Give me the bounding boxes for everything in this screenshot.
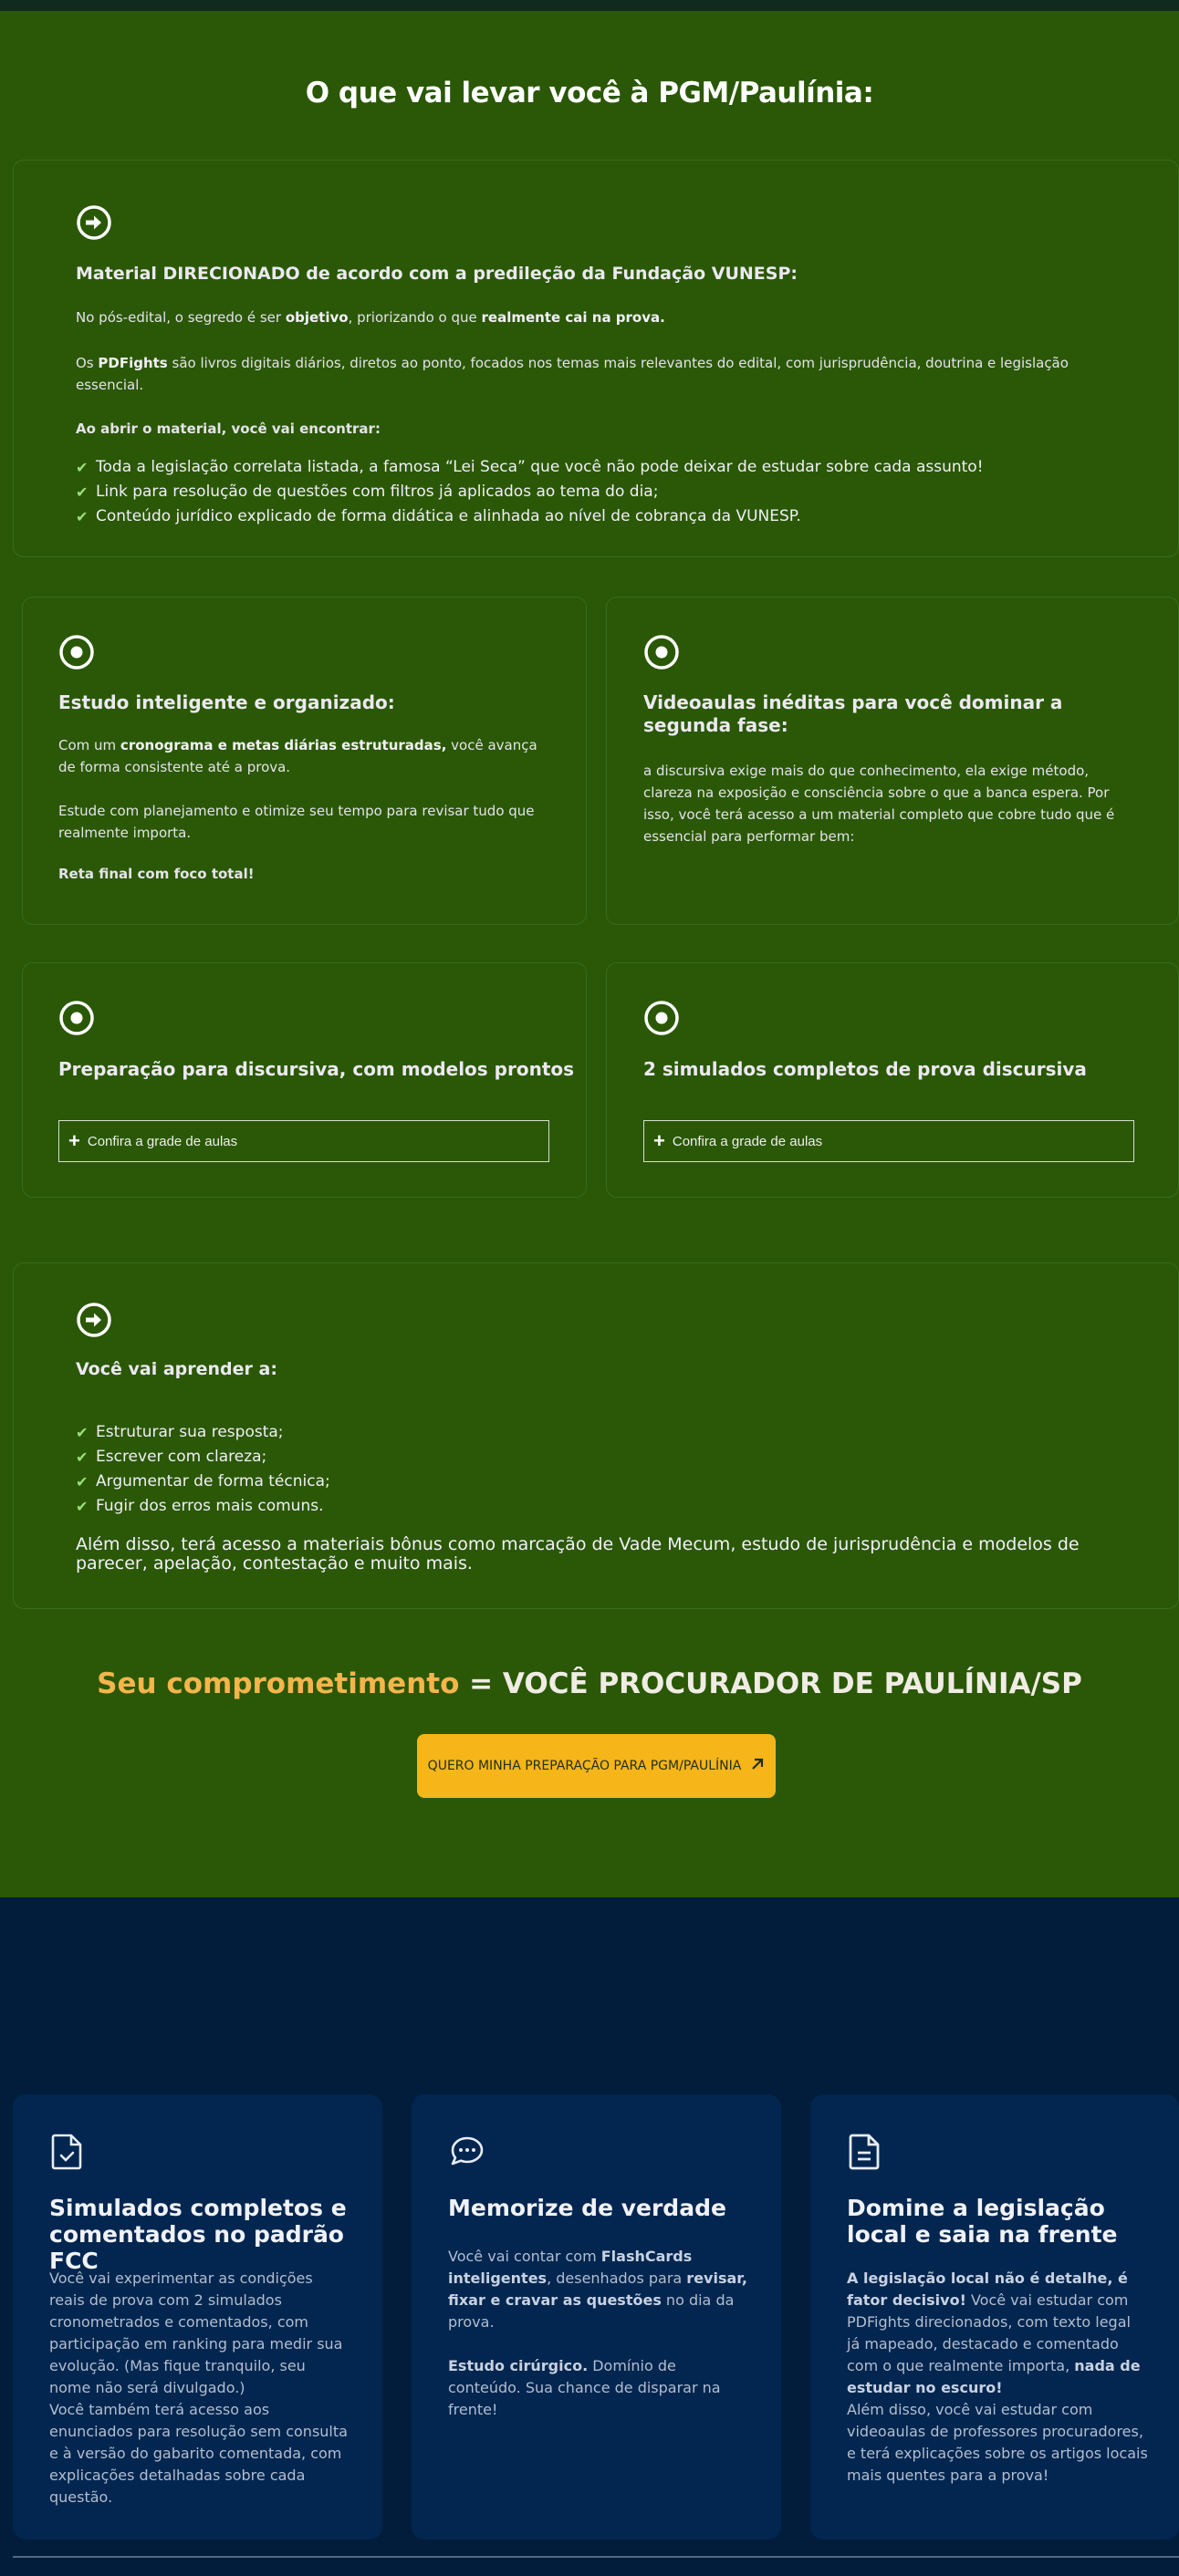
divider: [13, 2556, 1179, 2558]
card-paragraph-emphasis: Reta final com foco total!: [58, 866, 255, 882]
checklist: [76, 455, 984, 529]
button-label: Confira a grade de aulas: [87, 1133, 238, 1149]
feature-paragraph: Você também terá acesso aos enunciados para resolução sem consulta e à versão do gabarito comentada, com explicações detalhadas sobre cada questão.: [49, 2401, 348, 2506]
check-icon: ✔: [76, 508, 89, 525]
checklist-item: ✔ Conteúdo jurídico explicado de forma didática e alinhada ao nível de cobrança da VUNESP.: [76, 504, 984, 529]
checklist-item: ✔ Toda a legislação correlata listada, a famosa “Lei Seca” que você não pode deixar de estudar sobre cada assunto!: [76, 455, 984, 480]
check-icon: ✔: [76, 1424, 89, 1441]
feature-title: Simulados completos e comentados no padrão FCC: [49, 2195, 347, 2274]
card-paragraph: No pós-edital, o segredo é ser objetivo, priorizando o que realmente cai na prova.: [76, 309, 665, 326]
feature-title: Domine a legislação local e saia na frente: [847, 2195, 1118, 2248]
checklist-item: ✔ Link para resolução de questões com filtros já aplicados ao tema do dia;: [76, 480, 984, 504]
card-title: Material DIRECIONADO de acordo com a predileção da Fundação VUNESP:: [76, 264, 798, 284]
checklist: [76, 1420, 330, 1519]
benefits-section: [0, 11, 1179, 1897]
card-simulados-discursiva: [606, 962, 1179, 1198]
check-icon: ✔: [76, 459, 89, 476]
check-icon: ✔: [76, 1473, 89, 1491]
card-title: Estudo inteligente e organizado:: [58, 691, 395, 713]
commitment-highlight: Seu comprometimento: [97, 1667, 460, 1700]
card-paragraph: Com um cronograma e metas diárias estruturadas, você avança de forma consistente até a prova.: [58, 737, 537, 775]
card-voce-vai-aprender: [13, 1262, 1179, 1609]
arrow-circle-right-icon: [76, 204, 112, 241]
feature-paragraph: Estudo cirúrgico. Domínio de conteúdo. Sua chance de disparar na frente!: [448, 2357, 721, 2418]
file-check-icon: [49, 2133, 86, 2171]
button-label: Confira a grade de aulas: [672, 1133, 823, 1149]
section-title: O que vai levar você à PGM/Paulínia:: [305, 77, 874, 109]
cta-label: QUERO MINHA PREPARAÇÃO PARA PGM/PAULÍNIA: [427, 1759, 742, 1773]
card-paragraph: a discursiva exige mais do que conhecimento, ela exige método, clareza na exposição e consciência sobre o que a banca espera. Por isso, você terá acesso a um material completo que cobre tudo que é essencial para performar bem:: [643, 763, 1115, 845]
plus-icon: +: [653, 1129, 665, 1152]
check-icon: ✔: [76, 1449, 89, 1466]
checklist-item: ✔ Fugir dos erros mais comuns.: [76, 1494, 330, 1519]
card-title: Preparação para discursiva, com modelos prontos: [58, 1058, 575, 1080]
target-icon: [58, 1000, 95, 1036]
arrow-up-right-icon: [750, 1757, 765, 1775]
card-paragraph: Os PDFights são livros digitais diários, diretos ao ponto, focados nos temas mais relevantes do edital, com jurisprudência, doutrina e legislação essencial.: [76, 355, 1069, 393]
features-section: [0, 1897, 1179, 2576]
feature-paragraph: Você vai experimentar as condições reais de prova com 2 simulados cronometrados e comentados, com participação em ranking para medir sua evolução. (Mas fique tranquilo, seu nome não será divulgado.): [49, 2270, 343, 2396]
feature-paragraph: Você vai contar com FlashCards inteligentes, desenhados para revisar, fixar e cravar as questões no dia da prova.: [448, 2248, 747, 2331]
bonus-paragraph: Além disso, terá acesso a materiais bônus como marcação de Vade Mecum, estudo de jurisprudência e modelos de parecer, apelação, contestação e muito mais.: [76, 1534, 1080, 1574]
card-material-direcionado: [13, 160, 1179, 557]
grade-de-aulas-button[interactable]: [58, 1120, 549, 1162]
file-text-icon: [847, 2133, 883, 2171]
checklist-item: ✔ Escrever com clareza;: [76, 1445, 330, 1470]
chat-bubble-icon: [448, 2133, 485, 2171]
check-icon: ✔: [76, 483, 89, 501]
card-paragraph: Estude com planejamento e otimize seu tempo para revisar tudo que realmente importa.: [58, 803, 535, 841]
card-videoaulas: [606, 597, 1179, 925]
top-bar: [0, 0, 1179, 11]
feature-card-legislacao: [810, 2094, 1179, 2540]
arrow-circle-right-icon: [76, 1302, 112, 1338]
card-title: Você vai aprender a:: [76, 1359, 277, 1379]
feature-paragraph: A legislação local não é detalhe, é fator decisivo! Você vai estudar com PDFights direcionados, com texto legal já mapeado, destacado e comentado com o que realmente importa, nada de estudar no escuro!: [847, 2270, 1141, 2396]
grade-de-aulas-button[interactable]: [643, 1120, 1134, 1162]
card-subheading: Ao abrir o material, você vai encontrar:: [76, 421, 381, 437]
card-title: 2 simulados completos de prova discursiva: [643, 1058, 1087, 1080]
feature-title: Memorize de verdade: [448, 2195, 726, 2221]
plus-icon: +: [68, 1129, 80, 1152]
card-title: Videoaulas inéditas para você dominar a segunda fase:: [643, 691, 1063, 736]
cta-button[interactable]: [417, 1734, 776, 1798]
checklist-item: ✔ Argumentar de forma técnica;: [76, 1470, 330, 1494]
card-preparacao-discursiva: [22, 962, 587, 1198]
card-estudo-inteligente: [22, 597, 587, 925]
feature-card-memorize: [412, 2094, 781, 2540]
target-icon: [58, 634, 95, 670]
commitment-headline: [0, 1667, 1179, 1700]
target-icon: [643, 634, 680, 670]
feature-paragraph: Além disso, você vai estudar com videoaulas de professores procuradores, e terá explicações sobre os artigos locais mais quentes para a prova!: [847, 2401, 1148, 2484]
commitment-rest: = VOCÊ PROCURADOR DE PAULÍNIA/SP: [459, 1667, 1082, 1700]
target-icon: [643, 1000, 680, 1036]
feature-card-simulados: [13, 2094, 382, 2540]
checklist-item: ✔ Estruturar sua resposta;: [76, 1420, 330, 1445]
check-icon: ✔: [76, 1498, 89, 1515]
